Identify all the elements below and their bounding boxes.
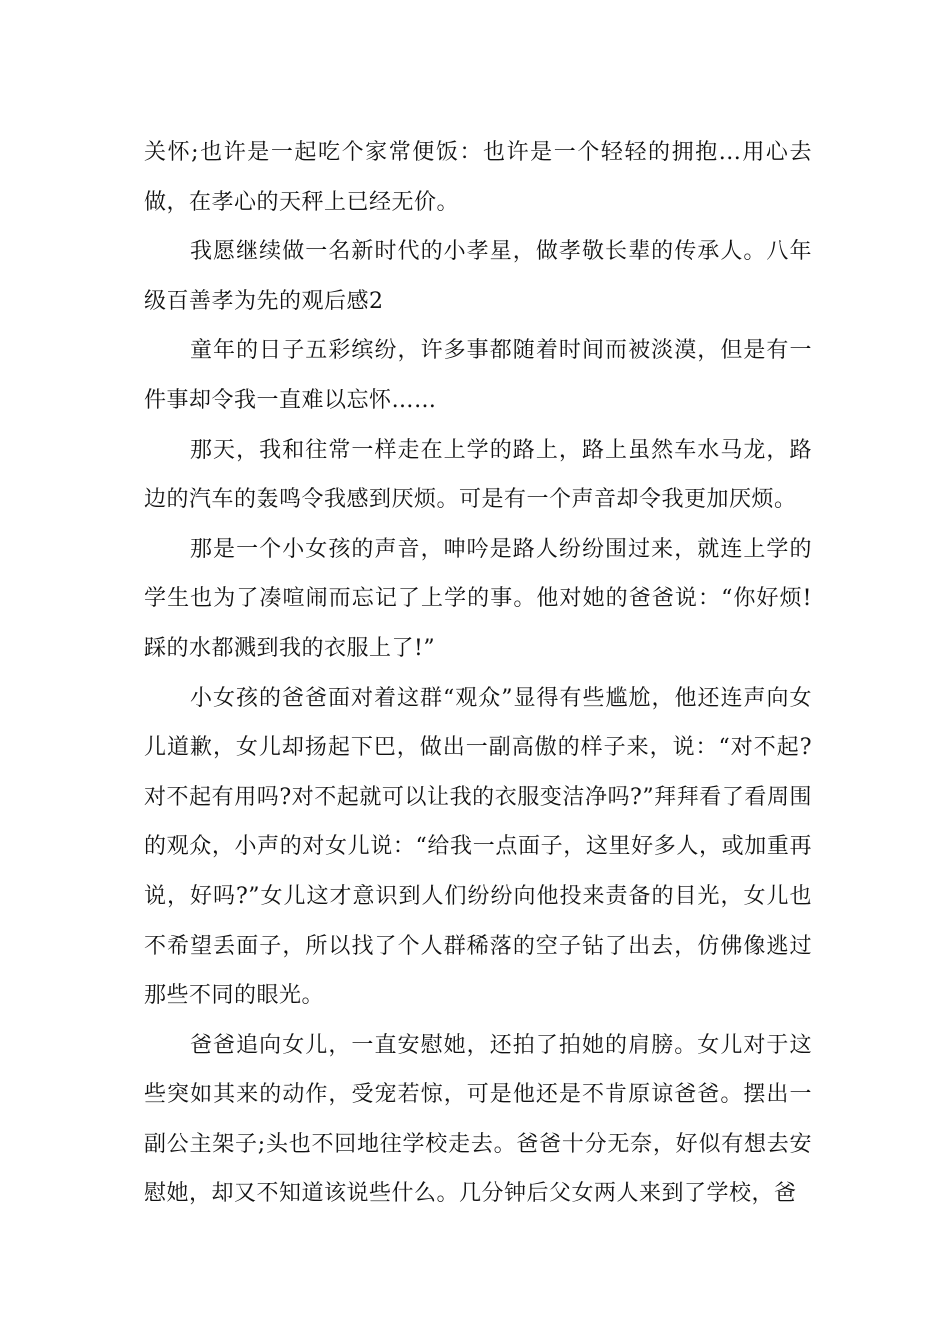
paragraph-2: 我愿继续做一名新时代的小孝星，做孝敬长辈的传承人。八年级百善孝为先的观后感2 [144,239,812,314]
document-body [144,128,812,1219]
paragraph-7: 爸爸追向女儿，一直安慰她，还拍了拍她的肩膀。女儿对于这些突如其来的动作，受宠若惊，可是他还是不肯原谅爸爸。摆出一副公主架子;头也不回地往学校走去。爸爸十分无奈，好似有想去安慰她，却又不知道该说些什么。几分钟后父女两人来到了学校，爸 [144,1032,812,1207]
paragraph-4: 那天，我和往常一样走在上学的路上，路上虽然车水马龙，路边的汽车的轰鸣令我感到厌烦。可是有一个声音却令我更加厌烦。 [144,437,812,513]
paragraph-1: 关怀;也许是一起吃个家常便饭：也许是一个轻轻的拥抱...用心去做，在孝心的天秤上已经无价。 [144,140,812,215]
paragraph-6: 小女孩的爸爸面对着这群“观众”显得有些尴尬，他还连声向女儿道歉，女儿却扬起下巴，做出一副高傲的样子来，说：“对不起?对不起有用吗?对不起就可以让我的衣服变洁净吗?”拜拜看了看周围的观众，小声的对女儿说：“给我一点面子，这里好多人，或加重再说，好吗?”女儿这才意识到人们纷纷向他投来责备的目光，女儿也不希望丢面子，所以找了个人群稀落的空子钻了出去，仿佛像逃过那些不同的眼光。 [144,685,812,1009]
paragraph-5: 那是一个小女孩的声音，呻吟是路人纷纷围过来，就连上学的学生也为了凑喧闹而忘记了上学的事。他对她的爸爸说：“你好烦!踩的水都溅到我的衣服上了!” [144,536,812,661]
paragraph-3: 童年的日子五彩缤纷，许多事都随着时间而被淡漠，但是有一件事却令我一直难以忘怀…… [144,338,812,413]
